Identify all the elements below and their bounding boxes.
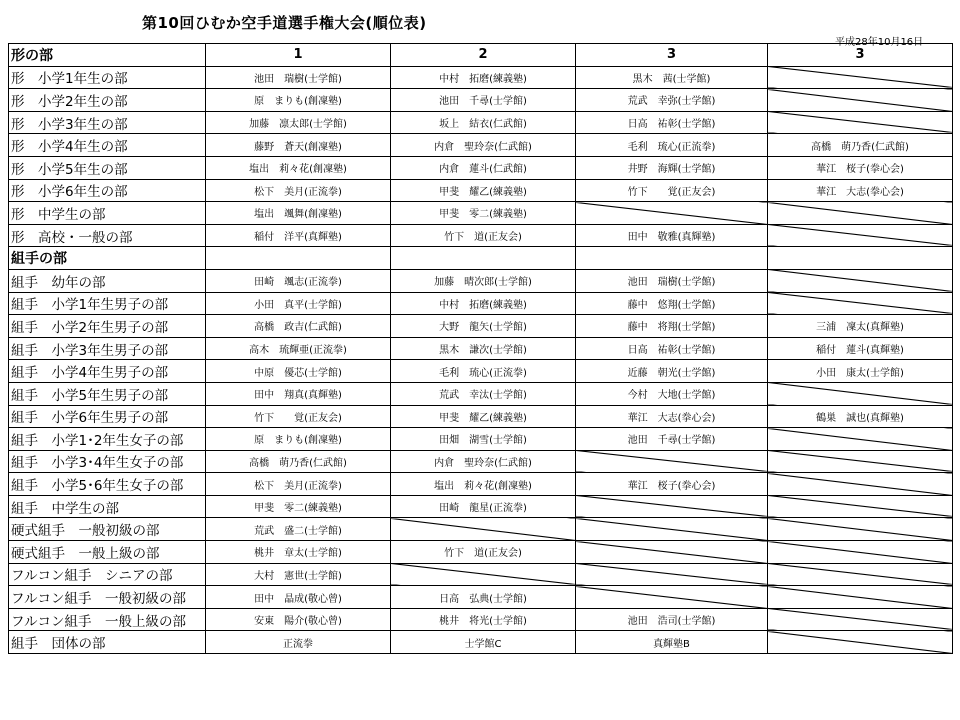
section-header-row [9, 44, 953, 67]
result-cell: 池田 千尋(士学館) [576, 428, 768, 451]
result-cell: 華江 桜子(拳心会) [576, 473, 768, 496]
result-cell: 黒木 茜(士学館) [576, 66, 768, 89]
empty-result-cell [576, 450, 768, 473]
empty-result-cell [768, 269, 953, 292]
results-table [8, 43, 953, 654]
empty-result-cell [576, 202, 768, 225]
section-title: 形の部 [9, 44, 206, 67]
result-cell: 日高 祐彰(士学館) [576, 111, 768, 134]
table-row [9, 315, 953, 338]
event-name: 組手 団体の部 [9, 631, 206, 654]
empty-result-cell [576, 563, 768, 586]
event-name: 形 小学2年生の部 [9, 89, 206, 112]
table-row [9, 518, 953, 541]
result-cell: 華江 桜子(拳心会) [768, 156, 953, 179]
event-name: 組手 小学5年生男子の部 [9, 382, 206, 405]
table-row [9, 473, 953, 496]
table-row [9, 608, 953, 631]
empty-result-cell [768, 631, 953, 654]
result-cell: 荒武 盛二(士学館) [206, 518, 391, 541]
result-cell: 坂上 結衣(仁武館) [391, 111, 576, 134]
event-name: フルコン組手 シニアの部 [9, 563, 206, 586]
table-row [9, 66, 953, 89]
result-cell: 竹下 道(正友会) [391, 541, 576, 564]
result-cell: 田中 翔真(真輝塾) [206, 382, 391, 405]
empty-result-cell [768, 608, 953, 631]
result-cell: 井野 海輝(士学館) [576, 156, 768, 179]
event-name: 形 小学6年生の部 [9, 179, 206, 202]
result-cell: 中村 拓磨(練義塾) [391, 292, 576, 315]
empty-result-cell [768, 495, 953, 518]
result-cell: 内倉 聖玲奈(仁武館) [391, 134, 576, 157]
empty-result-cell [768, 111, 953, 134]
table-row [9, 134, 953, 157]
result-cell: 荒武 幸汰(士学館) [391, 382, 576, 405]
result-cell: 近藤 朝光(士学館) [576, 360, 768, 383]
event-name: 組手 小学4年生男子の部 [9, 360, 206, 383]
result-cell: 内倉 蓮斗(仁武館) [391, 156, 576, 179]
result-cell: 正流拳 [206, 631, 391, 654]
rank-header-1 [206, 247, 391, 270]
result-cell: 竹下 覚(正友会) [576, 179, 768, 202]
event-name: 形 小学3年生の部 [9, 111, 206, 134]
empty-result-cell [768, 224, 953, 247]
event-name: 硬式組手 一般上級の部 [9, 541, 206, 564]
empty-result-cell [768, 541, 953, 564]
result-cell: 毛利 琉心(正流拳) [391, 360, 576, 383]
result-cell: 塩出 莉々花(創凜塾) [391, 473, 576, 496]
empty-result-cell [768, 518, 953, 541]
event-name: 組手 小学2年生男子の部 [9, 315, 206, 338]
result-cell: 原 まりも(創凜塾) [206, 428, 391, 451]
event-name: 硬式組手 一般初級の部 [9, 518, 206, 541]
table-row [9, 179, 953, 202]
event-name: 形 小学1年生の部 [9, 66, 206, 89]
empty-result-cell [576, 518, 768, 541]
result-cell: 田中 晶成(敬心曾) [206, 586, 391, 609]
table-row [9, 631, 953, 654]
table-row [9, 382, 953, 405]
result-cell: 小田 康太(士学館) [768, 360, 953, 383]
result-cell: 藤中 悠翔(士学館) [576, 292, 768, 315]
result-cell: 桃井 将光(士学館) [391, 608, 576, 631]
event-name: 組手 小学1･2年生女子の部 [9, 428, 206, 451]
event-name: 組手 小学1年生男子の部 [9, 292, 206, 315]
table-row [9, 111, 953, 134]
result-cell: 稲付 蓮斗(真輝塾) [768, 337, 953, 360]
result-cell: 甲斐 零二(練義塾) [206, 495, 391, 518]
rank-header-3: 3 [576, 44, 768, 67]
result-cell: 甲斐 零二(練義塾) [391, 202, 576, 225]
result-cell: 中村 拓磨(練義塾) [391, 66, 576, 89]
empty-result-cell [768, 202, 953, 225]
result-cell: 大村 憲世(士学館) [206, 563, 391, 586]
result-cell: 田畑 湖雪(士学館) [391, 428, 576, 451]
rank-header-2 [391, 247, 576, 270]
table-row [9, 450, 953, 473]
result-cell: 荒武 幸弥(士学館) [576, 89, 768, 112]
empty-result-cell [768, 89, 953, 112]
empty-result-cell [768, 428, 953, 451]
result-cell: 三浦 凜太(真輝塾) [768, 315, 953, 338]
result-cell: 安東 陽介(敬心曾) [206, 608, 391, 631]
result-cell: 鶴巣 誠也(真輝塾) [768, 405, 953, 428]
empty-result-cell [768, 563, 953, 586]
rank-header-4: 3 [768, 44, 953, 67]
event-name: フルコン組手 一般上級の部 [9, 608, 206, 631]
result-cell: 内倉 聖玲奈(仁武館) [391, 450, 576, 473]
table-row [9, 156, 953, 179]
table-row [9, 405, 953, 428]
table-row [9, 586, 953, 609]
rank-header-2: 2 [391, 44, 576, 67]
result-cell: 真輝塾B [576, 631, 768, 654]
result-cell: 大野 龍矢(士学館) [391, 315, 576, 338]
result-cell: 田中 敬雅(真輝塾) [576, 224, 768, 247]
table-row [9, 360, 953, 383]
result-cell: 士学館C [391, 631, 576, 654]
empty-result-cell [391, 518, 576, 541]
result-cell: 甲斐 耀乙(練義塾) [391, 179, 576, 202]
result-cell: 高橋 萌乃香(仁武館) [206, 450, 391, 473]
result-cell: 加藤 晴次郎(士学館) [391, 269, 576, 292]
section-header-row [9, 247, 953, 270]
result-cell: 塩出 莉々花(創凜塾) [206, 156, 391, 179]
table-row [9, 89, 953, 112]
result-cell: 華江 大志(拳心会) [576, 405, 768, 428]
empty-result-cell [576, 586, 768, 609]
result-cell: 日高 祐彰(士学館) [576, 337, 768, 360]
rank-header-1: 1 [206, 44, 391, 67]
result-cell: 高木 琉輝亜(正流拳) [206, 337, 391, 360]
table-row [9, 202, 953, 225]
result-cell: 池田 瑞樹(士学館) [206, 66, 391, 89]
result-cell: 原 まりも(創凜塾) [206, 89, 391, 112]
result-cell: 小田 真平(士学館) [206, 292, 391, 315]
table-row [9, 495, 953, 518]
section-title: 組手の部 [9, 247, 206, 270]
table-row [9, 224, 953, 247]
event-name: 組手 幼年の部 [9, 269, 206, 292]
result-cell: 塩出 颯舞(創凜塾) [206, 202, 391, 225]
result-cell: 黒木 謙次(士学館) [391, 337, 576, 360]
table-row [9, 428, 953, 451]
page-title: 第10回ひむか空手道選手権大会(順位表) [142, 14, 427, 32]
result-cell: 田崎 龍星(正流拳) [391, 495, 576, 518]
table-row [9, 541, 953, 564]
empty-result-cell [768, 382, 953, 405]
result-cell: 高橋 萌乃香(仁武館) [768, 134, 953, 157]
result-cell: 華江 大志(拳心会) [768, 179, 953, 202]
empty-result-cell [768, 586, 953, 609]
result-cell: 中原 優芯(士学館) [206, 360, 391, 383]
empty-result-cell [768, 473, 953, 496]
event-date: 平成28年10月16日 [835, 37, 924, 48]
result-cell: 松下 美月(正流拳) [206, 473, 391, 496]
result-cell: 池田 千尋(士学館) [391, 89, 576, 112]
result-cell: 日高 弘典(士学館) [391, 586, 576, 609]
event-name: 組手 小学3･4年生女子の部 [9, 450, 206, 473]
table-row [9, 292, 953, 315]
result-cell: 稲付 洋平(真輝塾) [206, 224, 391, 247]
result-cell: 池田 瑞樹(士学館) [576, 269, 768, 292]
empty-result-cell [768, 450, 953, 473]
result-cell: 桃井 章太(士学館) [206, 541, 391, 564]
result-cell: 松下 美月(正流拳) [206, 179, 391, 202]
table-row [9, 269, 953, 292]
empty-result-cell [768, 66, 953, 89]
event-name: 組手 小学6年生男子の部 [9, 405, 206, 428]
event-name: 形 中学生の部 [9, 202, 206, 225]
event-name: 組手 中学生の部 [9, 495, 206, 518]
empty-result-cell [576, 541, 768, 564]
event-name: 形 小学5年生の部 [9, 156, 206, 179]
rank-header-4 [768, 247, 953, 270]
table-row [9, 563, 953, 586]
result-cell: 竹下 覚(正友会) [206, 405, 391, 428]
result-cell: 加藤 凛太郎(士学館) [206, 111, 391, 134]
event-name: 組手 小学5･6年生女子の部 [9, 473, 206, 496]
empty-result-cell [768, 292, 953, 315]
rank-header-3 [576, 247, 768, 270]
result-cell: 藤中 将翔(士学館) [576, 315, 768, 338]
empty-result-cell [576, 495, 768, 518]
event-name: 形 小学4年生の部 [9, 134, 206, 157]
result-cell: 藤野 蒼天(創凜塾) [206, 134, 391, 157]
result-cell: 毛利 琉心(正流拳) [576, 134, 768, 157]
event-name: 組手 小学3年生男子の部 [9, 337, 206, 360]
result-cell: 竹下 道(正友会) [391, 224, 576, 247]
result-cell: 高橋 政吉(仁武館) [206, 315, 391, 338]
result-cell: 池田 浩司(士学館) [576, 608, 768, 631]
result-cell: 今村 大地(士学館) [576, 382, 768, 405]
table-row [9, 337, 953, 360]
empty-result-cell [391, 563, 576, 586]
result-cell: 甲斐 耀乙(練義塾) [391, 405, 576, 428]
event-name: 形 高校・一般の部 [9, 224, 206, 247]
event-name: フルコン組手 一般初級の部 [9, 586, 206, 609]
result-cell: 田崎 颯志(正流拳) [206, 269, 391, 292]
